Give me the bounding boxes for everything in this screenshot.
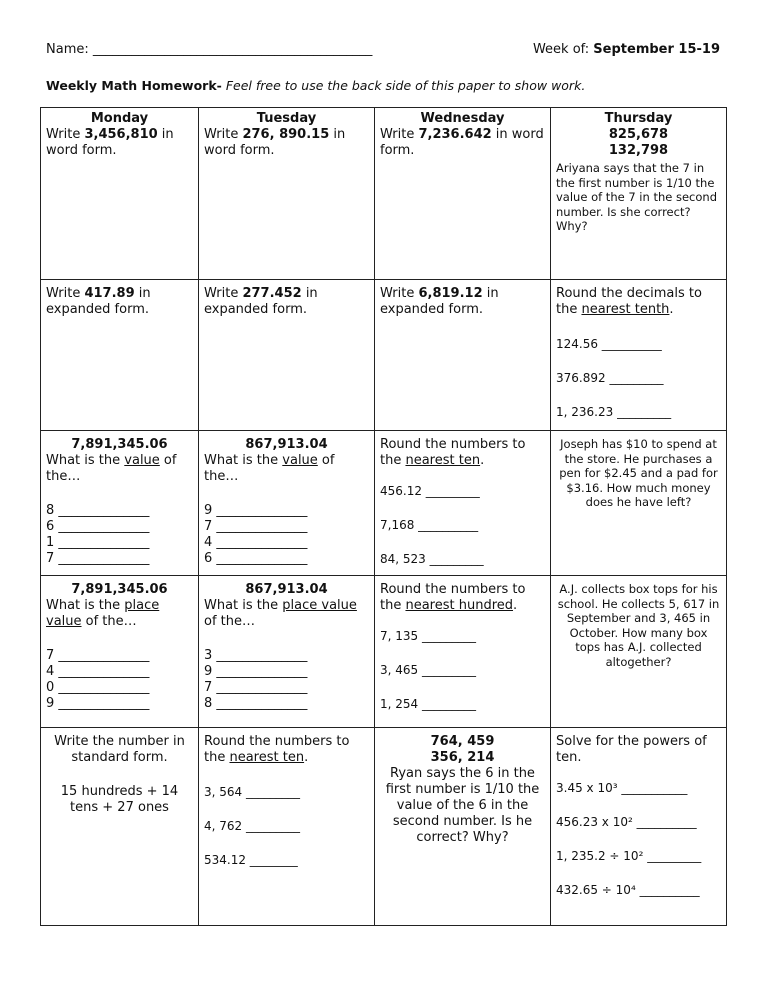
tuesday-q4: 867,913.04 What is the place value of the… 3 ______________ 9 ______________ 7 ______________ 8 ______________ (199, 576, 375, 728)
wednesday-q2: Write 6,819.12 in expanded form. (375, 280, 551, 431)
answer-line[interactable]: 432.65 ÷ 10⁴ __________ (556, 883, 700, 897)
answer-line[interactable]: 3 ______________ (204, 648, 308, 663)
number-one: 825,678 (608, 127, 669, 142)
monday-q3: 7,891,345.06 What is the value of the… 8 ______________ 6 ______________ 1 ______________ 7 ______________ (41, 431, 199, 576)
wednesday-q1: Wednesday Write 7,236.642 in word form. (375, 108, 551, 280)
question-text: Ryan says the 6 in the first number is 1/10 the value of the 6 in the second number. Is he correct? Why? (385, 766, 540, 845)
answer-line[interactable]: 9 ______________ (46, 696, 150, 711)
answer-line[interactable]: 4, 762 _________ (204, 819, 300, 833)
monday-q2: Write 417.89 in expanded form. (41, 280, 199, 431)
answer-line[interactable]: 7 ______________ (46, 648, 150, 663)
monday-q1: Monday Write 3,456,810 in word form. (41, 108, 199, 280)
wednesday-q4: Round the numbers to the nearest hundred. 7, 135 _________ 3, 465 _________ 1, 254 _________ (375, 576, 551, 728)
answer-line[interactable]: 4 ______________ (46, 664, 150, 679)
thursday-q3 (551, 431, 727, 576)
number-two: 356, 214 (430, 750, 495, 765)
tuesday-q3: 867,913.04 What is the value of the… 9 ______________ 7 ______________ 4 ______________ 6 ______________ (199, 431, 375, 576)
tuesday-q5: Round the numbers to the nearest ten. 3, 564 _________ 4, 762 _________ 534.12 ________ (199, 728, 375, 926)
page-subtitle (46, 78, 585, 93)
answer-line[interactable]: 6 ______________ (46, 519, 150, 534)
answer-line[interactable]: 9 ______________ (204, 503, 308, 518)
table-row (41, 108, 727, 280)
number-two: 132,798 (608, 143, 669, 158)
day-heading: Thursday (604, 111, 673, 126)
week-label: Week of: (532, 42, 590, 57)
answer-line[interactable]: 3, 465 _________ (380, 663, 476, 677)
answer-line[interactable]: 1, 254 _________ (380, 697, 476, 711)
answer-line[interactable]: 3, 564 _________ (204, 785, 300, 799)
answer-line[interactable]: 376.892 _________ (556, 371, 664, 385)
homework-table (40, 107, 727, 926)
week-value: September 15-19 (593, 42, 720, 57)
answer-line[interactable]: 7 ______________ (204, 519, 308, 534)
answer-line[interactable]: 534.12 ________ (204, 853, 298, 867)
answer-line[interactable]: 8 ______________ (204, 696, 308, 711)
question-text: Ariyana says that the 7 in the first number is 1/10 the value of the 7 in the second number. Is she correct? Why? (556, 161, 717, 233)
table-row (41, 280, 727, 431)
wednesday-q3: Round the numbers to the nearest ten. 456.12 _________ 7,168 __________ 84, 523 _________ (375, 431, 551, 576)
thursday-q5: Solve for the powers of ten. 3.45 x 10³ ___________ 456.23 x 10² __________ 1, 235.2 ÷ 10² _________ 432.65 ÷ 10⁴ __________ (551, 728, 727, 926)
answer-line[interactable]: 1, 235.2 ÷ 10² _________ (556, 849, 702, 863)
answer-line[interactable]: 7, 135 _________ (380, 629, 476, 643)
number-one: 764, 459 (430, 734, 495, 749)
monday-q4: 7,891,345.06 What is the place value of the… 7 ______________ 4 ______________ 0 ______________ 9 ______________ (41, 576, 199, 728)
answer-line[interactable]: 7,168 __________ (380, 518, 479, 532)
table-row (41, 431, 727, 576)
page-title: Weekly Math Homework- (46, 78, 222, 93)
answer-line[interactable]: 3.45 x 10³ ___________ (556, 781, 688, 795)
day-heading: Wednesday (420, 111, 505, 126)
tuesday-q1: Tuesday Write 276, 890.15 in word form. (199, 108, 375, 280)
answer-line[interactable]: 6 ______________ (204, 551, 308, 566)
page-note: Feel free to use the back side of this paper to show work. (225, 78, 586, 93)
answer-line[interactable]: 456.23 x 10² __________ (556, 815, 697, 829)
answer-line[interactable]: 124.56 __________ (556, 337, 662, 351)
thursday-q2: Round the decimals to the nearest tenth. 124.56 __________ 376.892 _________ 1, 236.23 _________ (551, 280, 727, 431)
answer-line[interactable]: 9 ______________ (204, 664, 308, 679)
day-heading: Tuesday (256, 111, 317, 126)
word-problem: A.J. collects box tops for his school. He collects 5, 617 in September and 3, 465 in October. How many box tops has A.J. collected altogether? (557, 582, 720, 669)
day-heading: Monday (90, 111, 149, 126)
monday-q5: Write the number in standard form. 15 hundreds + 14 tens + 27 ones (41, 728, 199, 926)
name-label: Name: ___________________________________________ (46, 42, 373, 57)
answer-line[interactable]: 4 ______________ (204, 535, 308, 550)
answer-line[interactable]: 84, 523 _________ (380, 552, 484, 566)
answer-line[interactable]: 8 ______________ (46, 503, 150, 518)
table-row (41, 576, 727, 728)
expression: 15 hundreds + 14 tens + 27 ones (60, 784, 179, 815)
answer-line[interactable]: 0 ______________ (46, 680, 150, 695)
name-field[interactable] (46, 42, 372, 57)
answer-line[interactable]: 456.12 _________ (380, 484, 480, 498)
word-problem: Joseph has $10 to spend at the store. He purchases a pen for $2.45 and a pad for $3.16. How much money does he have left? (559, 437, 718, 509)
answer-line[interactable]: 1 ______________ (46, 535, 150, 550)
answer-line[interactable]: 7 ______________ (46, 551, 150, 566)
tuesday-q2: Write 277.452 in expanded form. (199, 280, 375, 431)
answer-line[interactable]: 7 ______________ (204, 680, 308, 695)
table-row (41, 728, 727, 926)
thursday-q1 (551, 108, 727, 280)
answer-line[interactable]: 1, 236.23 _________ (556, 405, 672, 419)
week-of (533, 42, 720, 57)
thursday-q4 (551, 576, 727, 728)
wednesday-q5 (375, 728, 551, 926)
